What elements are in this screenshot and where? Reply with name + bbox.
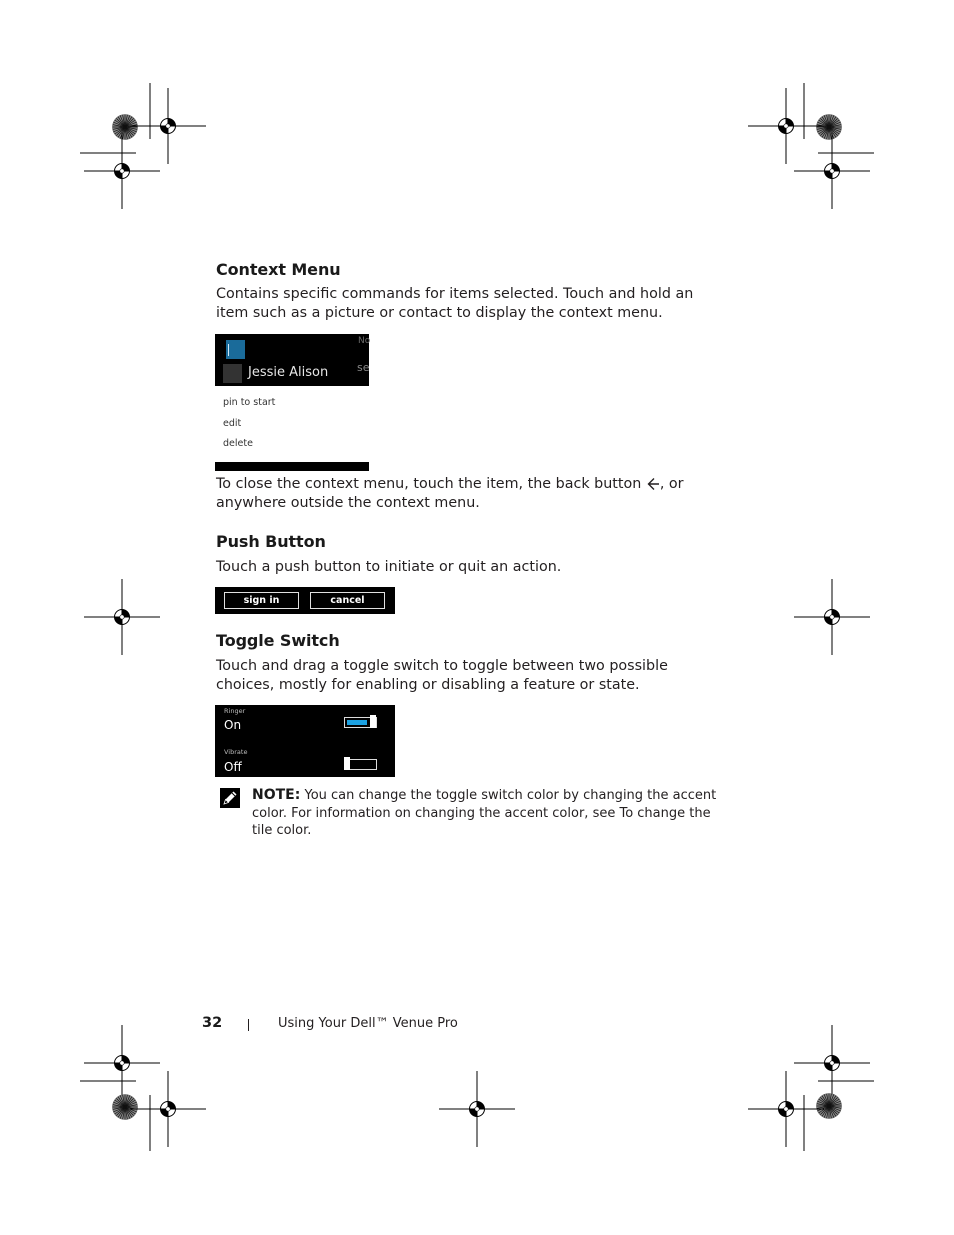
page-number: 32 xyxy=(202,1015,223,1031)
push-button-heading: Push Button xyxy=(216,532,326,551)
vibrate-label: Vibrate xyxy=(224,748,248,756)
cancel-button[interactable]: cancel xyxy=(310,592,385,609)
push-button-description: Touch a push button to initiate or quit an action. xyxy=(216,559,562,575)
menu-item-delete[interactable]: delete xyxy=(223,438,253,449)
context-menu-heading: Context Menu xyxy=(216,260,341,279)
menu-item-pin-to-start[interactable]: pin to start xyxy=(223,397,276,408)
ringer-state: On xyxy=(224,718,242,732)
toggle-switch-screenshot xyxy=(215,705,395,777)
back-arrow-icon xyxy=(646,477,660,490)
clipped-text: No xyxy=(358,336,371,346)
close-text-end: , or anywhere outside the context menu. xyxy=(216,476,684,511)
context-menu-close-instructions xyxy=(216,475,716,513)
vibrate-state: Off xyxy=(224,760,242,774)
sign-in-button[interactable]: sign in xyxy=(224,592,299,609)
ringer-toggle[interactable] xyxy=(344,717,377,728)
context-menu-description: Contains specific commands for items selected. Touch and hold an item such as a picture or contact to display the context menu. xyxy=(216,286,694,321)
footer-divider xyxy=(248,1019,249,1031)
toggle-fill xyxy=(347,720,367,725)
contact-name: Jessie Alison xyxy=(248,365,329,380)
toggle-switch-description: Touch and drag a toggle switch to toggle between two possible choices, mostly for enabling or disabling a feature or state. xyxy=(216,658,668,693)
close-text-start: To close the context menu, touch the item, the back button xyxy=(216,476,646,492)
note-body: You can change the toggle switch color by changing the accent color. For information on changing the accent color, see To change the tile color. xyxy=(252,788,717,838)
toggle-knob[interactable] xyxy=(344,757,350,770)
context-menu-bottom-bar xyxy=(215,462,369,471)
menu-item-edit[interactable]: edit xyxy=(223,417,242,429)
contact-tile xyxy=(226,340,245,359)
note-label: NOTE: xyxy=(252,787,301,803)
context-menu-list xyxy=(223,396,275,458)
note-text xyxy=(252,787,722,840)
toggle-switch-heading: Toggle Switch xyxy=(216,631,340,650)
toggle-knob[interactable] xyxy=(370,715,376,728)
push-button-screenshot xyxy=(215,587,395,614)
note-pencil-icon xyxy=(219,787,241,809)
vibrate-toggle[interactable] xyxy=(344,759,377,770)
footer-title: Using Your Dell™ Venue Pro xyxy=(278,1016,458,1031)
clipped-text: se xyxy=(357,361,370,374)
contact-avatar xyxy=(223,364,242,383)
context-menu-screenshot xyxy=(215,334,369,386)
ringer-label: Ringer xyxy=(224,707,246,715)
